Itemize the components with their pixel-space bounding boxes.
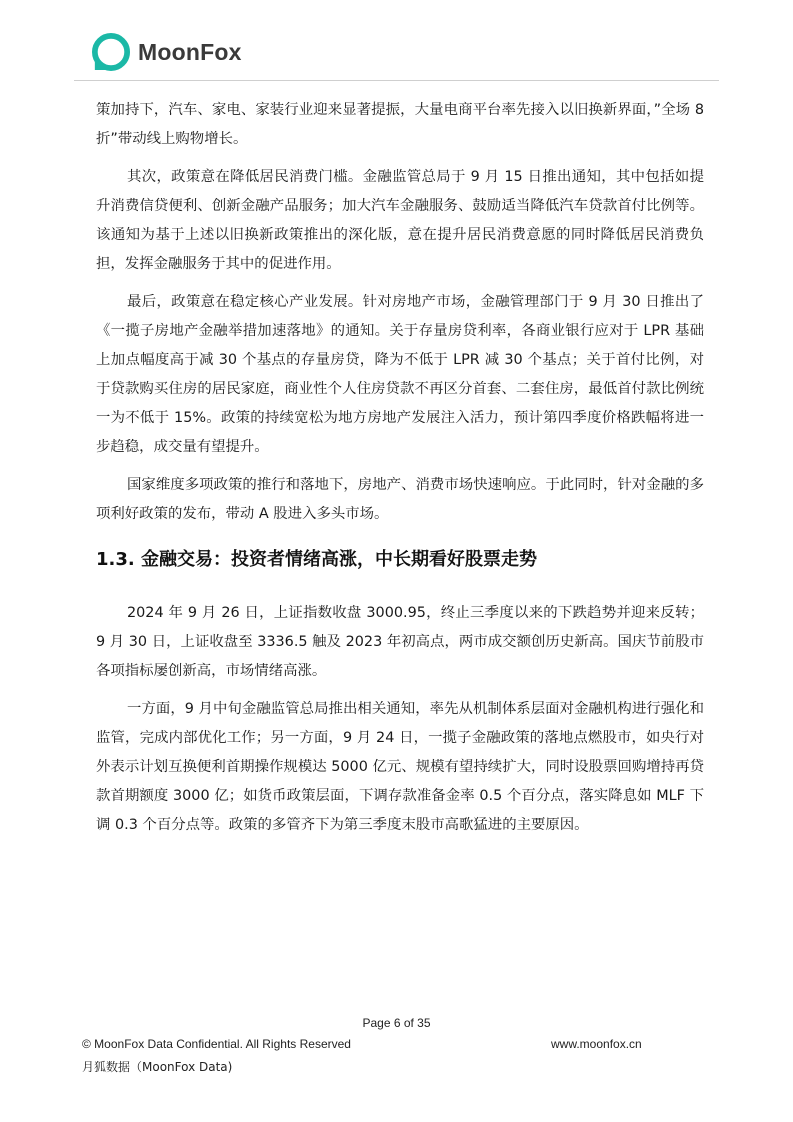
footer-url: www.moonfox.cn	[551, 1037, 642, 1051]
header-divider	[74, 80, 719, 81]
moonfox-logo-icon	[92, 33, 130, 71]
paragraph-policy-drivers: 一方面，9 月中旬金融监管总局推出相关通知，率先从机制体系层面对金融机构进行强化和监管，完成内部优化工作；另一方面，9 月 24 日，一揽子金融政策的落地点燃股市，如央行对外表示计划互换便利首期操作规模达 5000 亿元、规模有望持续扩大，同时设股票回购增持再贷款首期额度 3000 亿；如货币政策层面，下调存款准备金率 0.5 个百分点，落实降息如 MLF 下调 0.3 个百分点等。政策的多管齐下为第三季度末股市高歌猛进的主要原因。	[96, 701, 704, 833]
footer-brand: 月狐数据（MoonFox Data)	[82, 1060, 233, 1074]
section-heading: 1.3. 金融交易：投资者情绪高涨，中长期看好股票走势	[96, 549, 537, 570]
paragraph-stock-index: 2024 年 9 月 26 日，上证指数收盘 3000.95，终止三季度以来的下跌趋势并迎来反转；9 月 30 日，上证收盘至 3336.5 触及 2023 年初高点，两市成交额创历史新高。国庆节前股市各项指标屡创新高，市场情绪高涨。	[96, 605, 704, 679]
document-body	[96, 88, 704, 849]
paragraph-core-industry: 最后，政策意在稳定核心产业发展。针对房地产市场，金融管理部门于 9 月 30 日推出了《一揽子房地产金融举措加速落地》的通知。关于存量房贷利率，各商业银行应对于 LPR 基础上加点幅度高于减 30 个基点的存量房贷，降为不低于 LPR 减 30 个基点；关于首付比例，对于贷款购买住房的居民家庭，商业性个人住房贷款不再区分首套、二套住房，最低首付款比例统一为不低于 15%。政策的持续宽松为地方房地产发展注入活力，预计第四季度价格跌幅将进一步趋稳，成交量有望提升。	[96, 294, 704, 455]
page-header	[92, 30, 242, 74]
paragraph-market-response: 国家维度多项政策的推行和落地下，房地产、消费市场快速响应。于此同时，针对金融的多项利好政策的发布，带动 A 股进入多头市场。	[96, 477, 704, 522]
footer-copyright: © MoonFox Data Confidential. All Rights Reserved	[82, 1037, 351, 1051]
logo-text: MoonFox	[138, 38, 242, 65]
paragraph-continuation: 策加持下，汽车、家电、家装行业迎来显著提振，大量电商平台率先接入以旧换新界面，”全场 8 折”带动线上购物增长。	[96, 102, 704, 147]
page-number: Page 6 of 35	[362, 1016, 431, 1030]
paragraph-consumption-threshold: 其次，政策意在降低居民消费门槛。金融监管总局于 9 月 15 日推出通知，其中包括如提升消费信贷便利、创新金融产品服务；加大汽车金融服务、鼓励适当降低汽车贷款首付比例等。该通知为基于上述以旧换新政策推出的深化版，意在提升居民消费意愿的同时降低居民消费负担，发挥金融服务于其中的促进作用。	[96, 169, 704, 272]
